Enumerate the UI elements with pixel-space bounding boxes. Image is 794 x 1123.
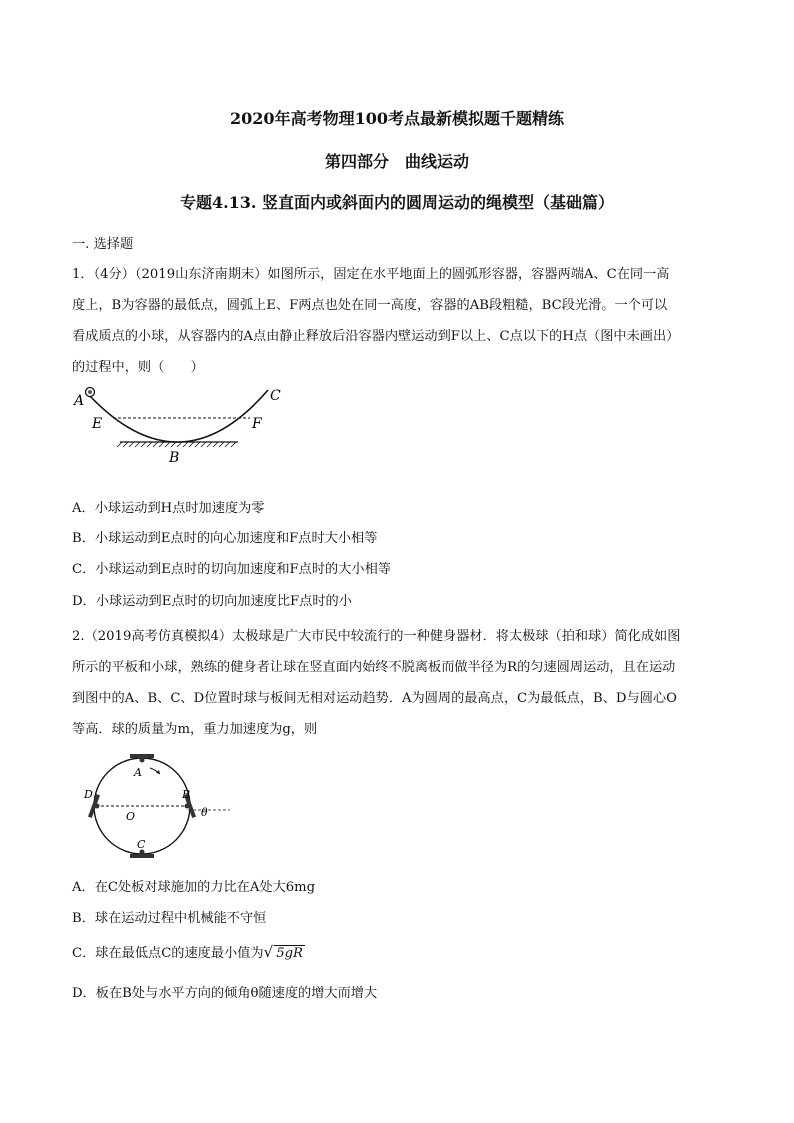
label-a: A <box>74 393 85 409</box>
q2-option-c-text: C．球在最低点C的速度最小值为 <box>72 946 264 961</box>
q1-line-1: 1．（4分）（2019山东济南期末）如图所示，固定在水平地面上的圆弧形容器，容器两端A、C在同一高 <box>72 267 670 282</box>
q2-option-b: B．球在运动过程中机械能不守恒 <box>72 911 267 926</box>
q2-option-c <box>72 942 305 961</box>
label-o: O <box>126 810 136 823</box>
label-a: A <box>134 766 142 779</box>
q1-option-d: D．小球运动到E点时的切向加速度比F点时的小 <box>72 594 352 609</box>
q2-line-1: 2.（2019高考仿真模拟4）太极球是广大市民中较流行的一种健身器材．将太极球（拍和球）简化成如图 <box>72 629 681 644</box>
label-f: F <box>252 416 262 432</box>
q1-line-4: 的过程中，则（ ） <box>72 360 204 375</box>
label-b: B <box>182 788 191 801</box>
q1-container-figure <box>70 380 290 470</box>
q1-option-c: C．小球运动到E点时的切向加速度和F点时的大小相等 <box>72 562 391 577</box>
q2-line-4: 等高．球的质量为m，重力加速度为g，则 <box>72 722 318 737</box>
label-c: C <box>270 388 281 404</box>
board-a <box>130 754 154 758</box>
q1-line-2: 度上，B为容器的最低点，圆弧上E、F两点也处在同一高度，容器的AB段粗糙，BC段光滑。一个可以 <box>72 298 668 313</box>
label-d: D <box>84 788 93 801</box>
q2-option-d: D．板在B处与水平方向的倾角θ随速度的增大而增大 <box>72 986 378 1001</box>
topic-title: 专题4.13. 竖直面内或斜面内的圆周运动的绳模型（基础篇） <box>179 193 615 212</box>
document-title: 2020年高考物理100考点最新模拟题千题精练 <box>230 109 564 128</box>
q2-line-2: 所示的平板和小球，熟练的健身者让球在竖直面内始终不脱离板而做半径为R的匀速圆周运动，且在运动 <box>72 660 676 675</box>
label-e: E <box>92 416 103 432</box>
section-heading: 一. 选择题 <box>72 237 134 252</box>
q2-line-3: 到图中的A、B、C、D位置时球与板间无相对运动趋势．A为圆周的最高点，C为最低点，B、D与圆心O <box>72 691 677 706</box>
q2-option-a: A．在C处板对球施加的力比在A处大6mg <box>72 880 316 895</box>
q2-taiji-figure <box>78 750 243 862</box>
board-c <box>130 854 154 858</box>
part-title: 第四部分 曲线运动 <box>324 152 469 171</box>
label-c: C <box>137 838 146 851</box>
q1-option-b: B．小球运动到E点时的向心加速度和F点时大小相等 <box>72 531 378 546</box>
q1-option-a: A．小球运动到H点时加速度为零 <box>72 501 265 516</box>
label-b: B <box>169 450 180 466</box>
sqrt-symbol: √ <box>263 943 274 961</box>
q1-line-3: 看成质点的小球，从容器内的A点由静止释放后沿容器内壁运动到F以上、C点以下的H点（图中未画出） <box>72 329 680 344</box>
label-theta: θ <box>201 806 208 819</box>
sqrt-radicand: 5gR <box>276 946 303 961</box>
